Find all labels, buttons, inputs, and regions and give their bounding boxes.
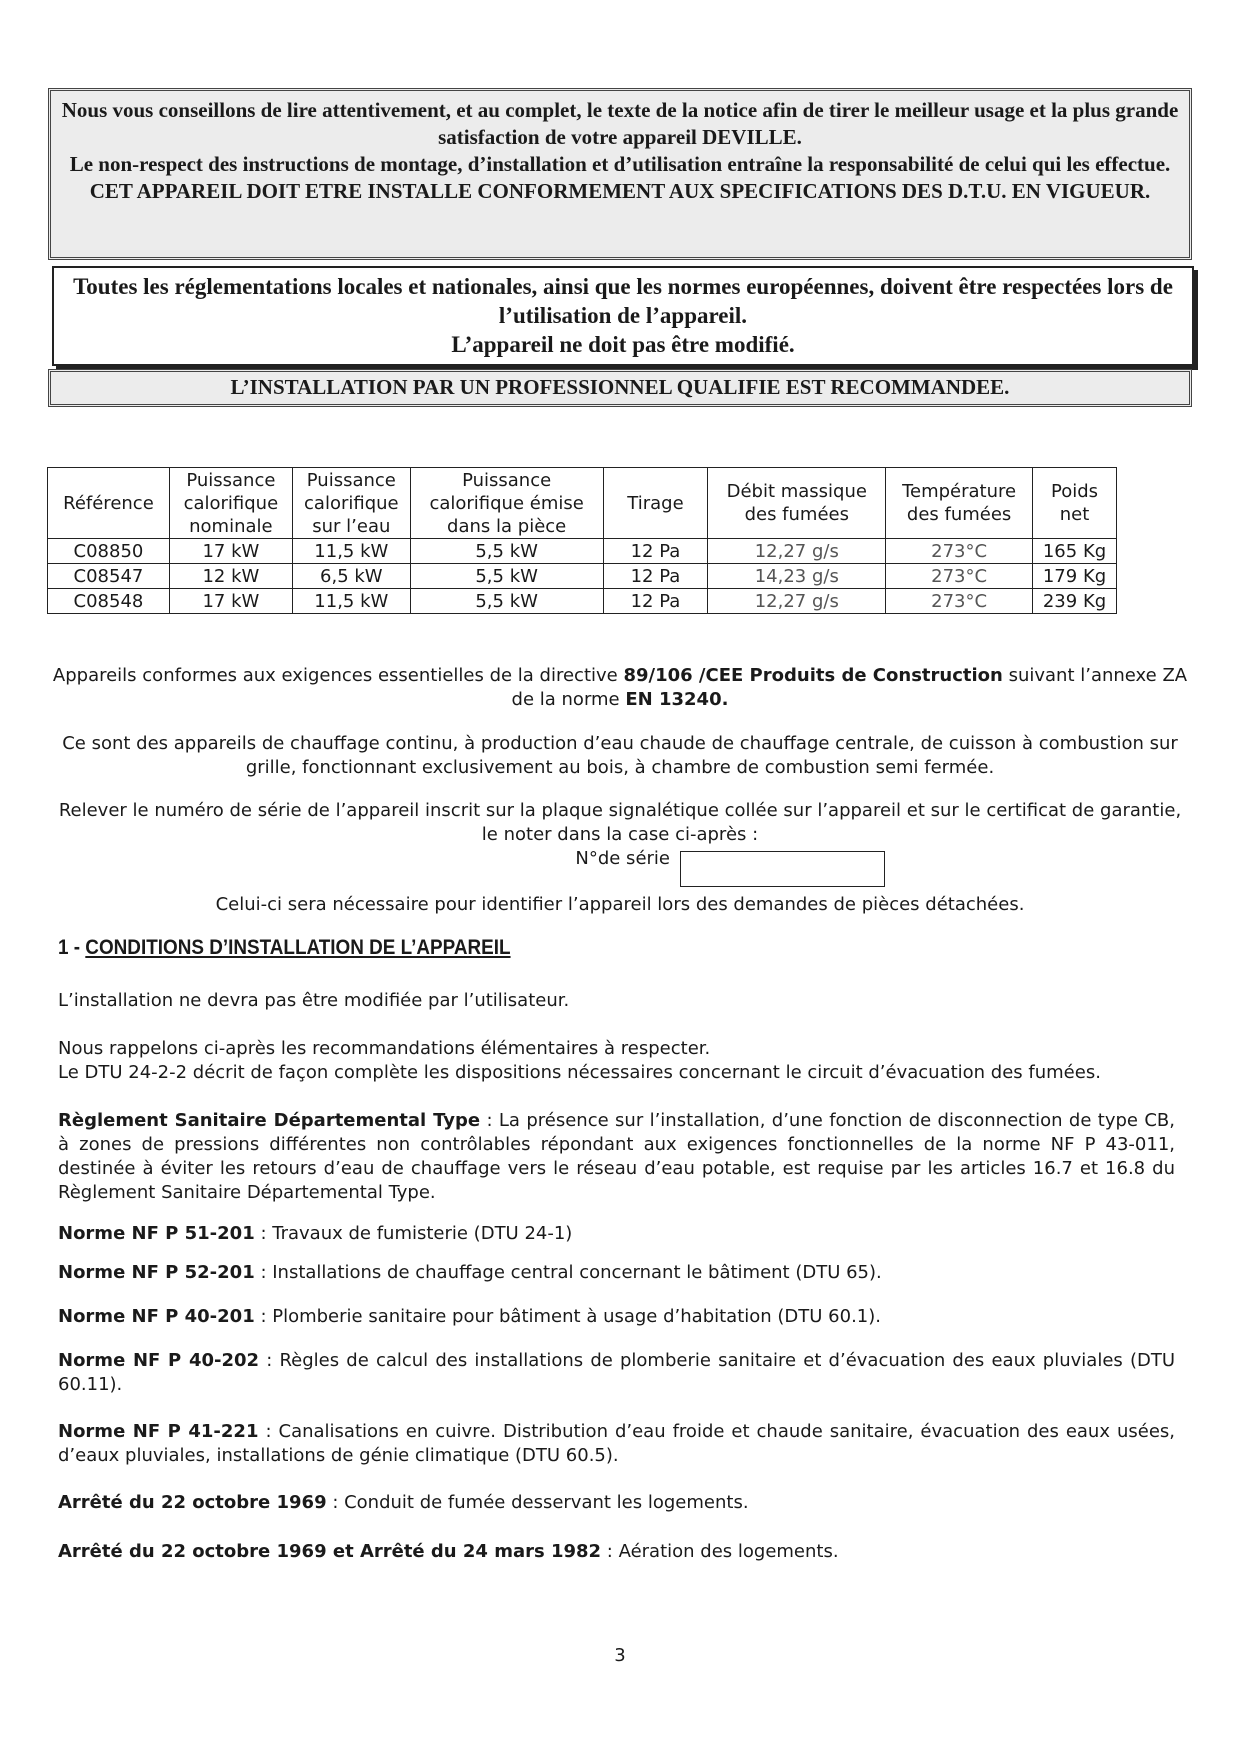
norm-label: Arrêté du 22 octobre 1969 [58,1492,327,1513]
norm-item [58,1261,1175,1285]
specifications-table [47,467,1117,614]
conformity-mid: suivant l’annexe ZA de la norme [511,665,1188,710]
table-cell: 5,5 kW [410,564,603,589]
table-cell: 17 kW [169,539,292,564]
table-cell: 6,5 kW [292,564,410,589]
table-cell: 239 Kg [1033,589,1117,614]
conformity-pre: Appareils conformes aux exigences essentielles de la directive [52,665,624,686]
notice-line-3: CET APPAREIL DOIT ETRE INSTALLE CONFORMEMENT AUX SPECIFICATIONS DES D.T.U. EN VIGUEUR. [89,179,1151,203]
table-cell: C08850 [48,539,170,564]
table-cell: 12 Pa [603,589,708,614]
table-cell: 5,5 kW [410,589,603,614]
table-cell: 12 kW [169,564,292,589]
no-modify-paragraph: L’installation ne devra pas être modifiée par l’utilisateur. [58,990,570,1011]
norm-label: Arrêté du 22 octobre 1969 et Arrêté du 24 mars 1982 [58,1541,602,1562]
norm-text: : Travaux de fumisterie (DTU 24-1) [254,1223,573,1244]
norm-text: : Plomberie sanitaire pour bâtiment à usage d’habitation (DTU 60.1). [254,1306,882,1327]
table-cell: 179 Kg [1033,564,1117,589]
norm-text: : Règles de calcul des installations de plomberie sanitaire et d’évacuation des eaux pluviales (DTU 60.11). [58,1350,1175,1395]
header-reference: Référence [48,468,170,539]
table-header-row [48,468,1117,539]
table-cell: 5,5 kW [410,539,603,564]
conformity-norm: EN 13240. [625,689,729,710]
norm-text: : Installations de chauffage central concernant le bâtiment (DTU 65). [254,1262,882,1283]
table-cell: 165 Kg [1033,539,1117,564]
page-number: 3 [614,1645,626,1666]
table-cell: 11,5 kW [292,539,410,564]
norm-text: : Conduit de fumée desservant les logements. [326,1492,749,1513]
norm-label: Norme NF P 40-202 [58,1350,260,1371]
table-cell: 273°C [886,589,1033,614]
norm-text: : Canalisations en cuivre. Distribution d’eau froide et chaude sanitaire, évacuation des eaux usées, d’eaux pluviales, installations de génie climatique (DTU 60.5). [58,1421,1175,1466]
professional-box: L’INSTALLATION PAR UN PROFESSIONNEL QUALIFIE EST RECOMMANDEE. [48,369,1192,407]
rsdt-paragraph [58,1109,1175,1205]
norm-text: : Aération des logements. [601,1541,839,1562]
rsdt-text: : La présence sur l’installation, d’une fonction de disconnection de type CB, à zones de pressions différentes non contrôlables répondant aux exigences fonctionnelles de la norme NF P 43-011, destinée à éviter les retours d’eau de chauffage vers le réseau d’eau potable, est requise par les articles 16.7 et 16.8 du Règlement Sanitaire Départemental Type. [58,1110,1175,1203]
table-row [48,539,1117,564]
table-cell: 11,5 kW [292,589,410,614]
table-row [48,589,1117,614]
norm-item [58,1222,1175,1246]
section-heading: CONDITIONS D’INSTALLATION DE L’APPAREIL [85,936,511,959]
header-nominal-power: Puissance calorifique nominale [169,468,292,539]
table-cell: 14,23 g/s [708,564,886,589]
table-cell: 17 kW [169,589,292,614]
table-cell: 12 Pa [603,564,708,589]
notice-line-2: Le non-respect des instructions de montage, d’installation et d’utilisation entraîne la responsabilité de celui qui les effectue. [69,152,1171,176]
regulations-line-1: Toutes les réglementations locales et nationales, ainsi que les normes européennes, doivent être respectées lors de l’utilisation de l’appareil. [73,274,1173,328]
norm-label: Norme NF P 52-201 [58,1262,255,1283]
header-flue-mass-flow: Débit massique des fumées [708,468,886,539]
table-cell: 12,27 g/s [708,539,886,564]
table-row [48,564,1117,589]
table-cell: 273°C [886,539,1033,564]
section-title [58,936,511,960]
table-cell: 12,27 g/s [708,589,886,614]
serial-number-field[interactable] [680,851,885,887]
notice-line-1: Nous vous conseillons de lire attentivement, et au complet, le texte de la notice afin de tirer le meilleur usage et la plus grande satisfaction de votre appareil DEVILLE. [61,98,1179,149]
notice-box [48,88,1192,260]
norm-label: Norme NF P 40-201 [58,1306,255,1327]
table-cell: C08548 [48,589,170,614]
table-cell: C08547 [48,564,170,589]
conformity-directive: 89/106 /CEE Produits de Construction [623,665,1003,686]
regulations-box [52,266,1194,366]
table-cell: 273°C [886,564,1033,589]
table-cell: 12 Pa [603,539,708,564]
serial-label: N°de série [575,848,670,869]
norm-item [58,1305,1175,1329]
norm-label: Norme NF P 41-221 [58,1421,259,1442]
header-room-power: Puissance calorifique émise dans la pièce [410,468,603,539]
header-flue-temperature: Température des fumées [886,468,1033,539]
header-net-weight: Poids net [1033,468,1117,539]
norm-item [58,1349,1175,1397]
conformity-paragraph [50,664,1190,712]
section-number: 1 - [58,936,86,959]
norm-item [58,1420,1175,1468]
recall-line-1: Nous rappelons ci-après les recommandations élémentaires à respecter. [58,1038,711,1059]
header-draught: Tirage [603,468,708,539]
regulations-line-2: L’appareil ne doit pas être modifié. [451,332,795,357]
norm-item [58,1540,1175,1564]
description-paragraph: Ce sont des appareils de chauffage continu, à production d’eau chaude de chauffage centrale, de cuisson à combustion sur grille, fonctionnant exclusivement au bois, à chambre de combustion semi fermée. [62,733,1178,778]
header-water-power: Puissance calorifique sur l’eau [292,468,410,539]
recall-line-2: Le DTU 24-2-2 décrit de façon complète les dispositions nécessaires concernant le circuit d’évacuation des fumées. [58,1062,1101,1083]
rsdt-label: Règlement Sanitaire Départemental Type [58,1110,481,1131]
norm-item [58,1491,1175,1515]
norm-label: Norme NF P 51-201 [58,1223,255,1244]
serial-note: Celui-ci sera nécessaire pour identifier l’appareil lors des demandes de pièces détachées. [215,894,1025,915]
serial-instruction: Relever le numéro de série de l’appareil inscrit sur la plaque signalétique collée sur l’appareil et sur le certificat de garantie, le noter dans la case ci-après : [58,800,1182,845]
